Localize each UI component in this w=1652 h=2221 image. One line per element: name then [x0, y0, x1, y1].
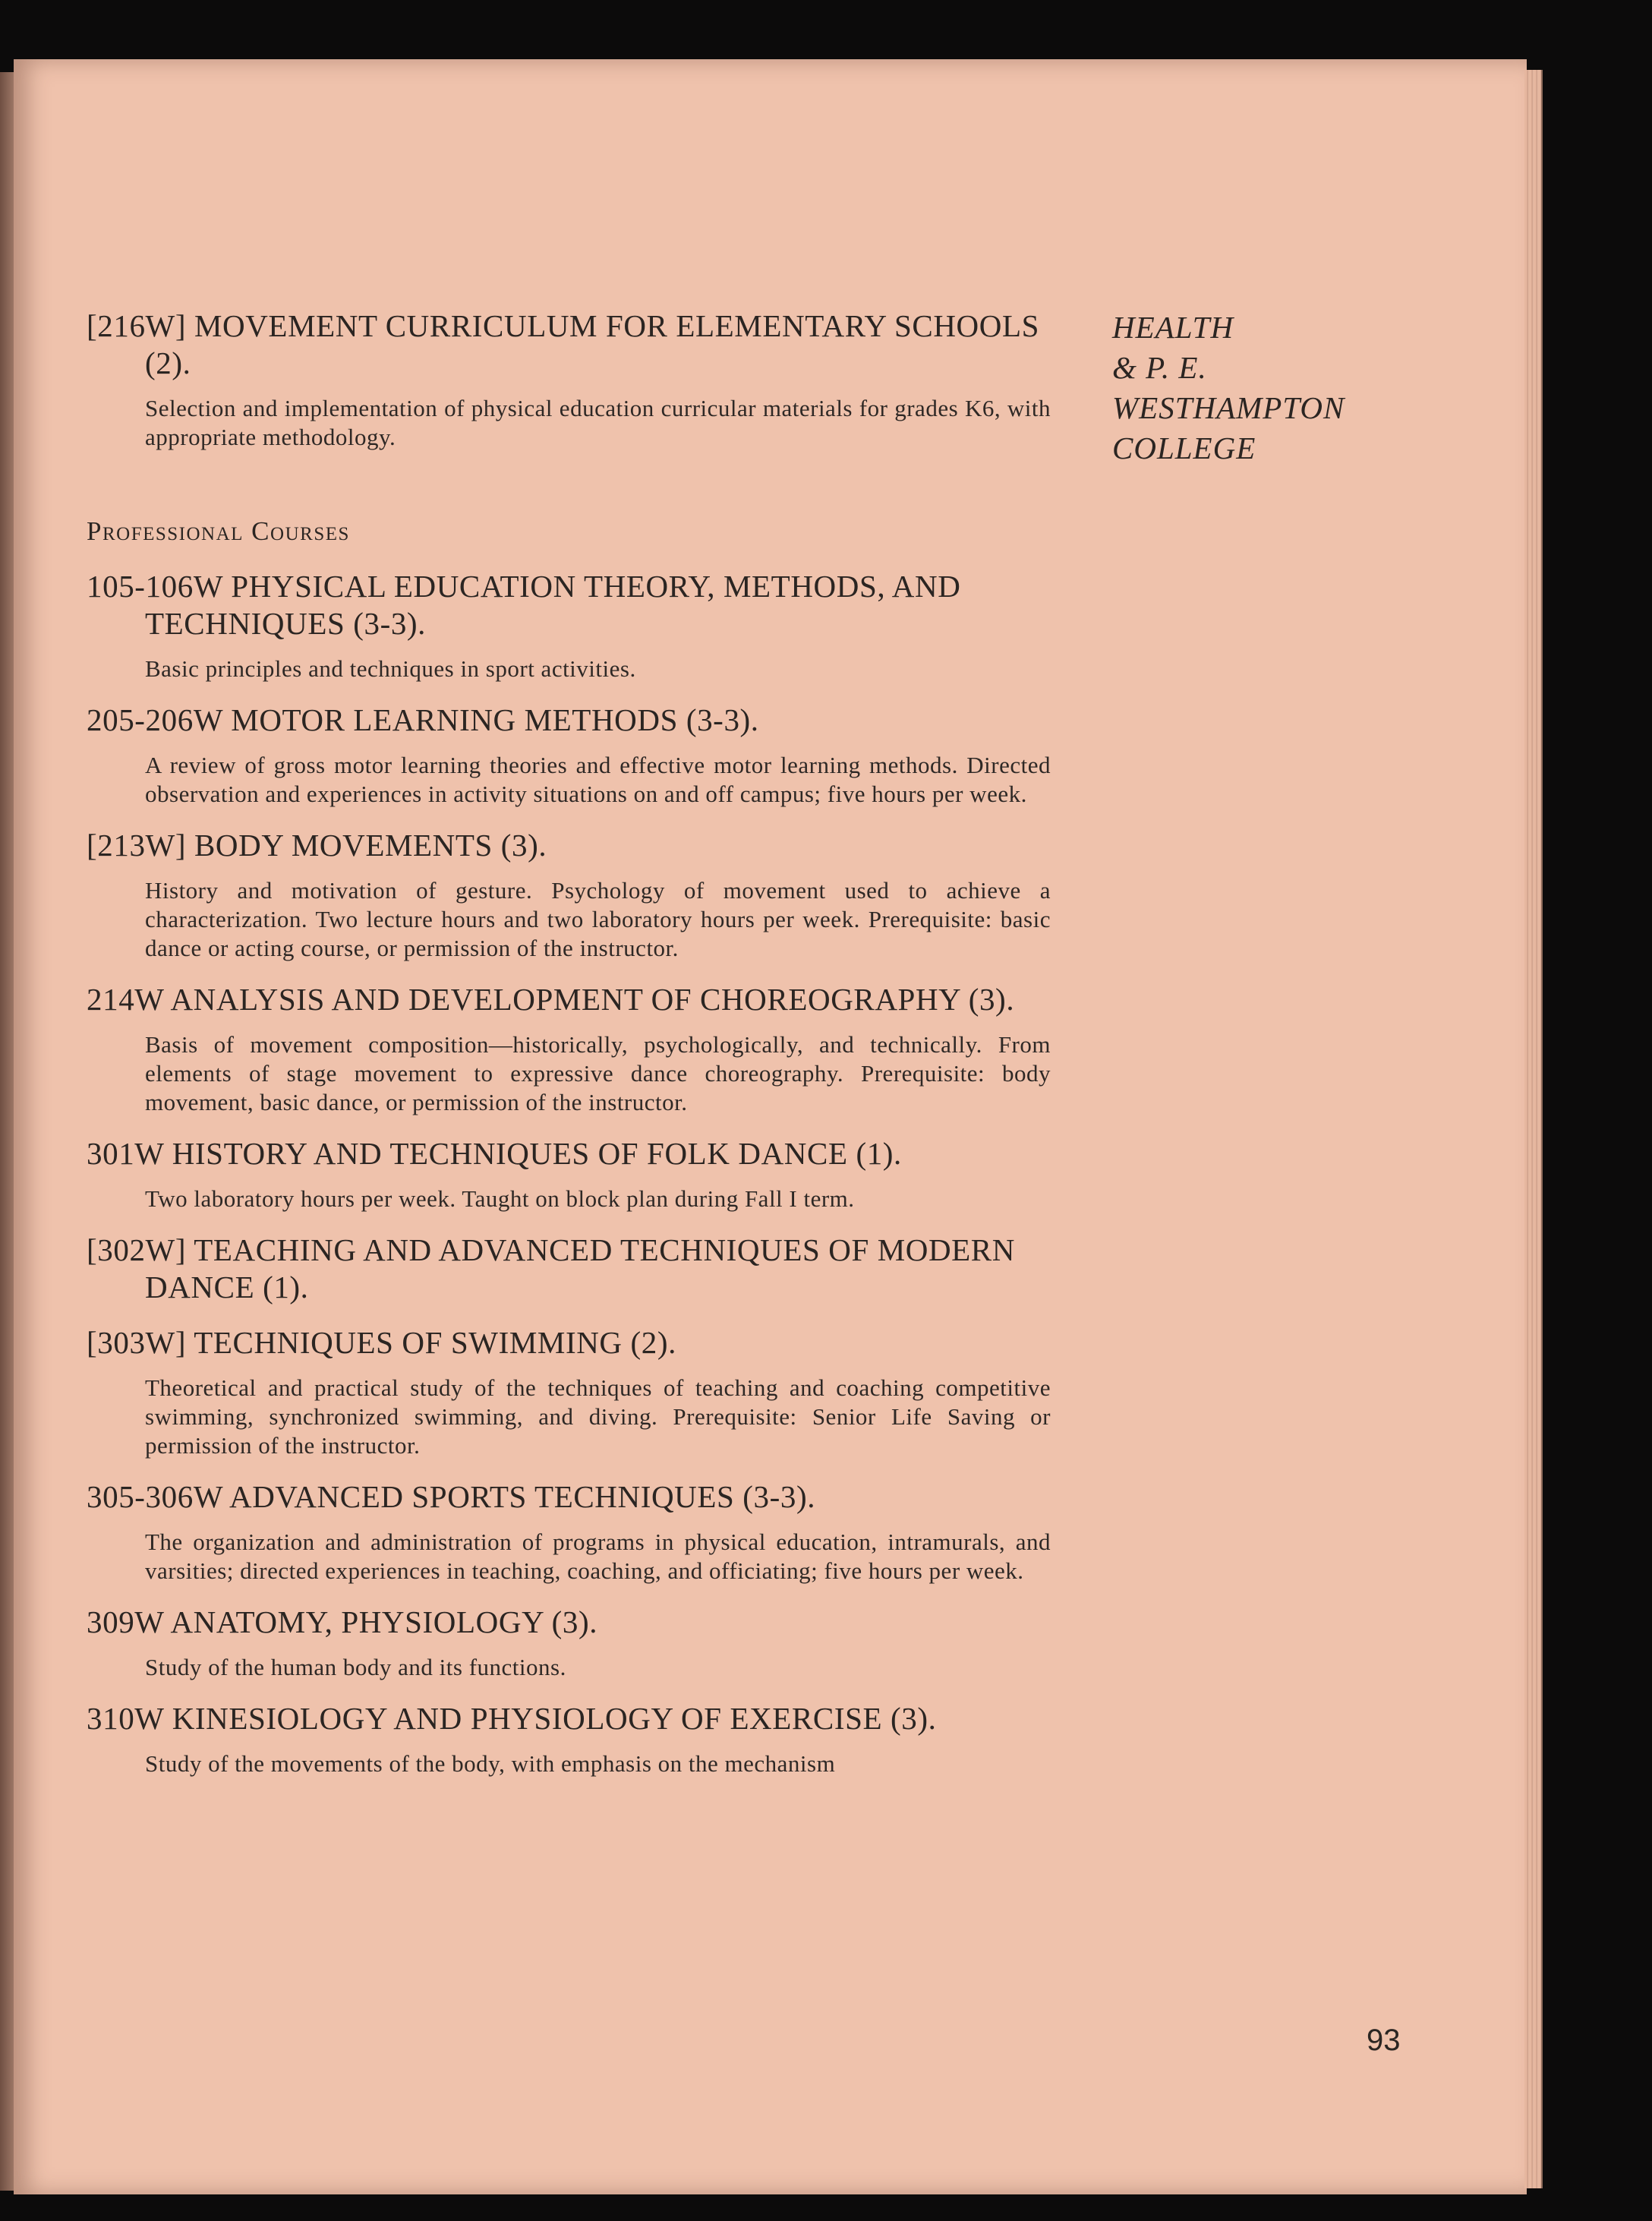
running-header-line: & P. E. [1112, 350, 1207, 385]
course-description: Selection and implementation of physical education curricular materials for grades K6, with appropriate methodology. [145, 395, 1051, 450]
course-title: 301W HISTORY AND TECHNIQUES OF FOLK DANCE (1). [87, 1136, 902, 1171]
course-description: Study of the human body and its functions. [145, 1654, 566, 1680]
course-title: 205-206W MOTOR LEARNING METHODS (3-3). [87, 702, 759, 737]
course-entry [87, 308, 1051, 452]
course-title: [302W] TEACHING AND ADVANCED TECHNIQUES OF MODERN DANCE (1). [87, 1232, 1015, 1305]
course-description: The organization and administration of programs in physical education, intramurals, and varsities; directed experiences in teaching, coaching, and officiating; five hours per week. [145, 1529, 1051, 1584]
course-description: Study of the movements of the body, with emphasis on the mechanism [145, 1750, 836, 1777]
course-entry [87, 1604, 1051, 1682]
section-heading: Professional Courses [87, 516, 350, 546]
course-entry [87, 981, 1051, 1117]
course-title: 214W ANALYSIS AND DEVELOPMENT OF CHOREOGRAPHY (3). [87, 982, 1015, 1017]
course-description: Basis of movement composition—historically, psychologically, and technically. From elements of stage movement to expressive dance choreography. Prerequisite: body movement, basic dance, or permission of the instructor. [145, 1031, 1051, 1115]
course-title: [303W] TECHNIQUES OF SWIMMING (2). [87, 1325, 676, 1360]
course-entry [87, 1700, 1051, 1778]
course-description: Basic principles and techniques in sport activities. [145, 655, 636, 682]
course-description: A review of gross motor learning theories and effective motor learning methods. Directed observation and experiences in activity situations on and off campus; five hours per week. [145, 752, 1051, 807]
book-page-stack-right [1524, 70, 1543, 2188]
page-number: 93 [1367, 2024, 1401, 2057]
course-title: 105-106W PHYSICAL EDUCATION THEORY, METHODS, AND TECHNIQUES (3-3). [87, 569, 961, 641]
course-title: [216W] MOVEMENT CURRICULUM FOR ELEMENTARY SCHOOLS (2). [87, 308, 1040, 380]
course-entry [87, 568, 1051, 683]
running-header [1112, 308, 1431, 468]
course-entry [87, 1324, 1051, 1460]
course-title: [213W] BODY MOVEMENTS (3). [87, 828, 547, 863]
course-entry [87, 827, 1051, 963]
course-entry [87, 1478, 1051, 1585]
course-listing [87, 308, 1051, 1797]
course-description: Two laboratory hours per week. Taught on block plan during Fall I term. [145, 1185, 855, 1212]
course-title: 310W KINESIOLOGY AND PHYSIOLOGY OF EXERCISE (3). [87, 1701, 937, 1736]
running-header-line: WESTHAMPTON [1112, 390, 1345, 425]
course-entry [87, 1232, 1051, 1306]
running-header-line: HEALTH [1112, 310, 1234, 345]
running-header-line: COLLEGE [1112, 431, 1256, 465]
course-entry [87, 702, 1051, 809]
course-description: Theoretical and practical study of the techniques of teaching and coaching competitive swimming, synchronized swimming, and diving. Prerequisite: Senior Life Saving or permission of the instructor. [145, 1374, 1051, 1459]
course-entry [87, 1135, 1051, 1213]
course-description: History and motivation of gesture. Psychology of movement used to achieve a characterization. Two lecture hours and two laboratory hours per week. Prerequisite: basic dance or acting course, or permission of the instructor. [145, 877, 1051, 961]
course-title: 305-306W ADVANCED SPORTS TECHNIQUES (3-3). [87, 1479, 816, 1514]
course-title: 309W ANATOMY, PHYSIOLOGY (3). [87, 1604, 598, 1639]
